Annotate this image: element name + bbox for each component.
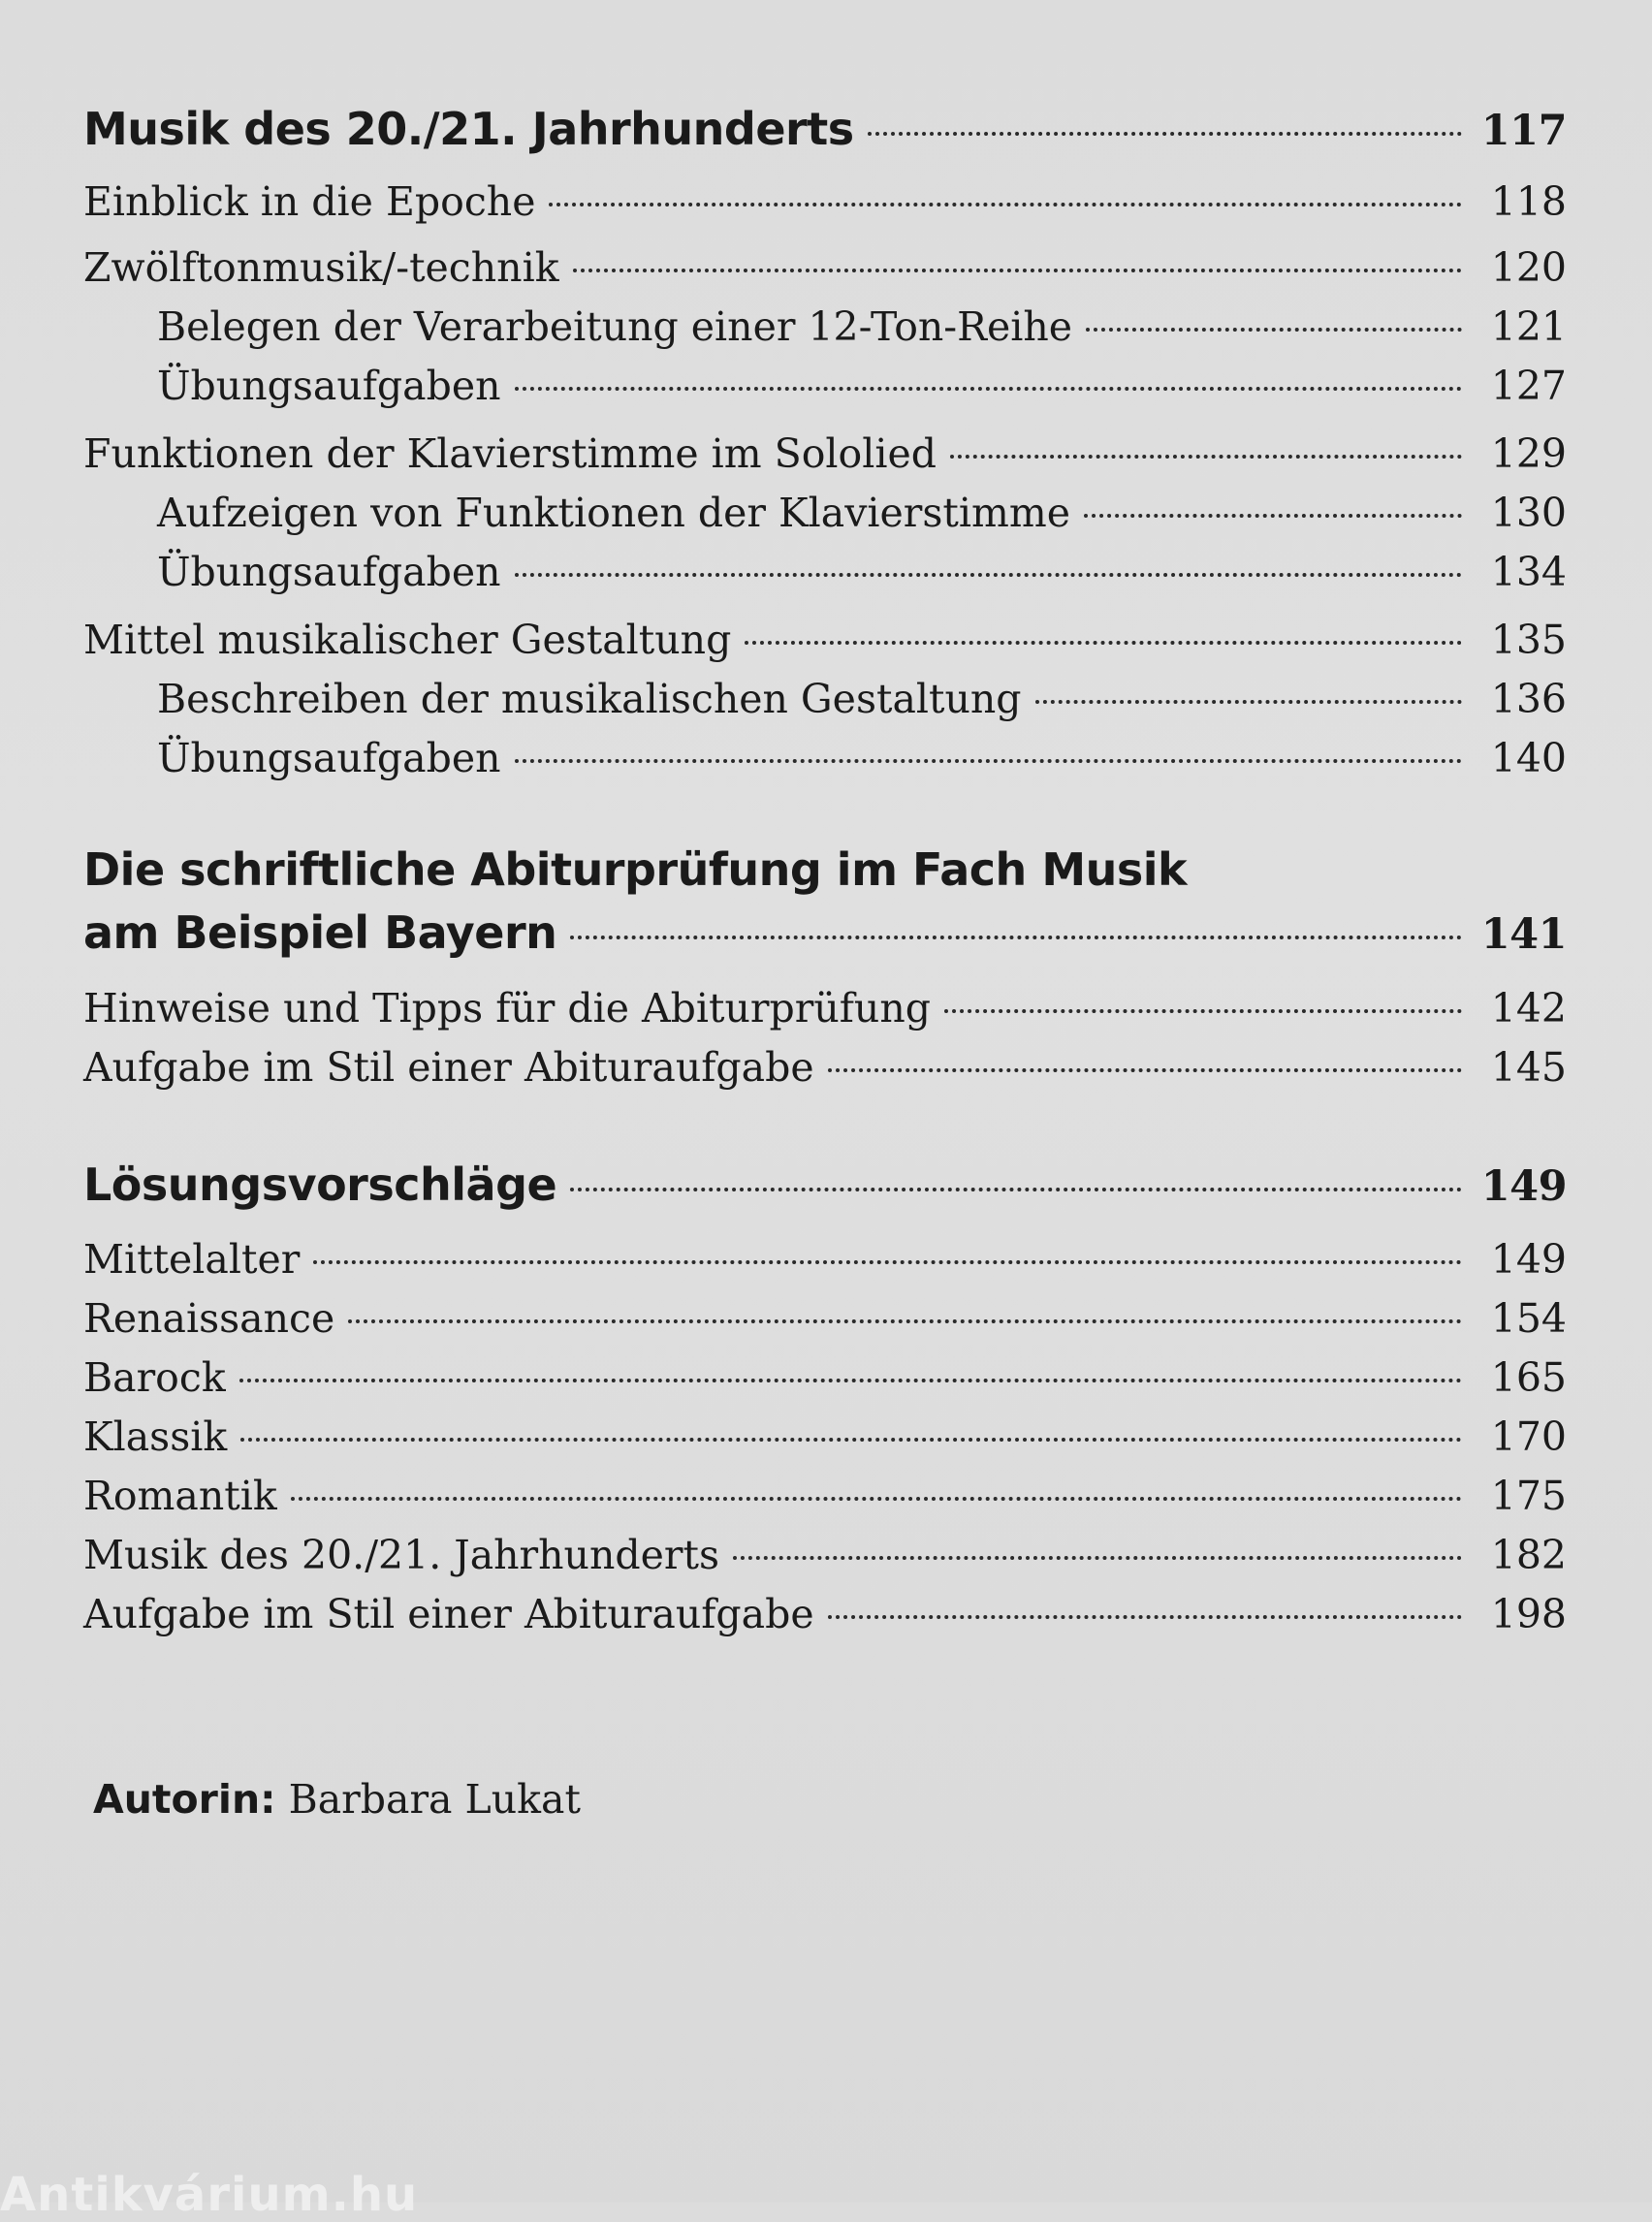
entry-label: Klassik (83, 1413, 228, 1460)
entry-label: Aufgabe im Stil einer Abituraufgabe (83, 1044, 814, 1091)
dot-leader (348, 1319, 1462, 1323)
entry-label: Übungsaufgaben (157, 549, 501, 595)
section-heading-abitur (83, 906, 1567, 959)
toc-entry (83, 1591, 1567, 1637)
dot-leader (240, 1438, 1462, 1442)
page-number: 135 (1490, 617, 1567, 663)
dot-leader (950, 455, 1462, 459)
page-number: 129 (1490, 430, 1567, 477)
toc-entry (83, 985, 1567, 1032)
dot-leader (515, 387, 1462, 391)
page-number: 154 (1490, 1295, 1567, 1342)
page-number: 175 (1490, 1473, 1567, 1519)
entry-label: Hinweise und Tipps für die Abiturprüfung (83, 985, 931, 1032)
entry-label: Mittelalter (83, 1236, 301, 1283)
entry-label: Beschreiben der musikalischen Gestaltung (157, 676, 1022, 722)
toc-entry (83, 1044, 1567, 1091)
page-number: 117 (1480, 107, 1567, 155)
entry-label: Übungsaufgaben (157, 735, 501, 781)
entry-label: Renaissance (83, 1295, 335, 1342)
toc-entry (83, 1236, 1567, 1283)
toc-entry (83, 1473, 1567, 1519)
entry-label: Funktionen der Klavierstimme im Sololied (83, 430, 937, 477)
entry-label: Aufgabe im Stil einer Abituraufgabe (83, 1591, 814, 1637)
author-label: Autorin: (93, 1776, 276, 1823)
entry-label: Belegen der Verarbeitung einer 12-Ton-Reihe (157, 303, 1073, 350)
entry-label: Barock (83, 1354, 226, 1401)
dot-leader (1035, 700, 1462, 704)
entry-label: Musik des 20./21. Jahrhunderts (83, 1532, 719, 1578)
dot-leader (313, 1260, 1462, 1264)
dot-leader (549, 203, 1462, 206)
dot-leader (1086, 328, 1462, 332)
page-number: 136 (1490, 676, 1567, 722)
toc-subentry (157, 676, 1567, 722)
page-number: 182 (1490, 1532, 1567, 1578)
toc-entry (83, 1532, 1567, 1578)
dot-leader (291, 1497, 1462, 1501)
toc-subentry (157, 549, 1567, 595)
toc-entry (83, 1354, 1567, 1401)
entry-label: Einblick in die Epoche (83, 178, 536, 225)
page-number: 127 (1490, 363, 1567, 409)
watermark: Antikvárium.hu (0, 2168, 419, 2222)
entry-label: Zwölftonmusik/-technik (83, 244, 559, 291)
dot-leader (570, 936, 1462, 939)
section-heading-20th-century (83, 103, 1567, 155)
dot-leader (573, 269, 1462, 272)
dot-leader (828, 1615, 1462, 1619)
toc-subentry (157, 363, 1567, 409)
dot-leader (515, 759, 1462, 763)
page-number: 165 (1490, 1354, 1567, 1401)
page-number: 149 (1490, 1236, 1567, 1283)
page-number: 145 (1490, 1044, 1567, 1091)
page-number: 118 (1490, 178, 1567, 225)
toc-subentry (157, 735, 1567, 781)
page-number: 130 (1490, 490, 1567, 536)
page-number: 149 (1480, 1162, 1567, 1211)
toc-subentry (157, 303, 1567, 350)
toc-subentry (157, 490, 1567, 536)
author-name: Barbara Lukat (288, 1776, 581, 1823)
page-number: 134 (1490, 549, 1567, 595)
section-title-line1: Die schriftliche Abiturprüfung im Fach Musik (83, 843, 1188, 896)
dot-leader (1084, 514, 1462, 518)
dot-leader (570, 1188, 1462, 1191)
dot-leader (828, 1068, 1462, 1072)
entry-label: Übungsaufgaben (157, 363, 501, 409)
dot-leader (515, 573, 1462, 577)
page-number: 141 (1480, 910, 1567, 959)
toc-entry (83, 430, 1567, 477)
toc-entry (83, 1295, 1567, 1342)
section-heading-solutions (83, 1159, 1567, 1211)
dot-leader (239, 1379, 1462, 1382)
page-number: 140 (1490, 735, 1567, 781)
entry-label: Romantik (83, 1473, 277, 1519)
page-number: 170 (1490, 1413, 1567, 1460)
dot-leader (745, 641, 1462, 645)
section-title: Musik des 20./21. Jahrhunderts (83, 103, 854, 155)
author-credit (93, 1776, 581, 1823)
toc-entry (83, 178, 1567, 225)
page-number: 121 (1490, 303, 1567, 350)
toc-entry (83, 617, 1567, 663)
section-title-line2: am Beispiel Bayern (83, 906, 557, 959)
page-number: 142 (1490, 985, 1567, 1032)
dot-leader (733, 1556, 1462, 1560)
page-number: 198 (1490, 1591, 1567, 1637)
toc-entry (83, 1413, 1567, 1460)
dot-leader (944, 1009, 1462, 1013)
section-title: Lösungsvorschläge (83, 1159, 557, 1211)
entry-label: Mittel musikalischer Gestaltung (83, 617, 732, 663)
entry-label: Aufzeigen von Funktionen der Klavierstimme (157, 490, 1070, 536)
dot-leader (868, 132, 1462, 136)
page-number: 120 (1490, 244, 1567, 291)
toc-entry (83, 244, 1567, 291)
